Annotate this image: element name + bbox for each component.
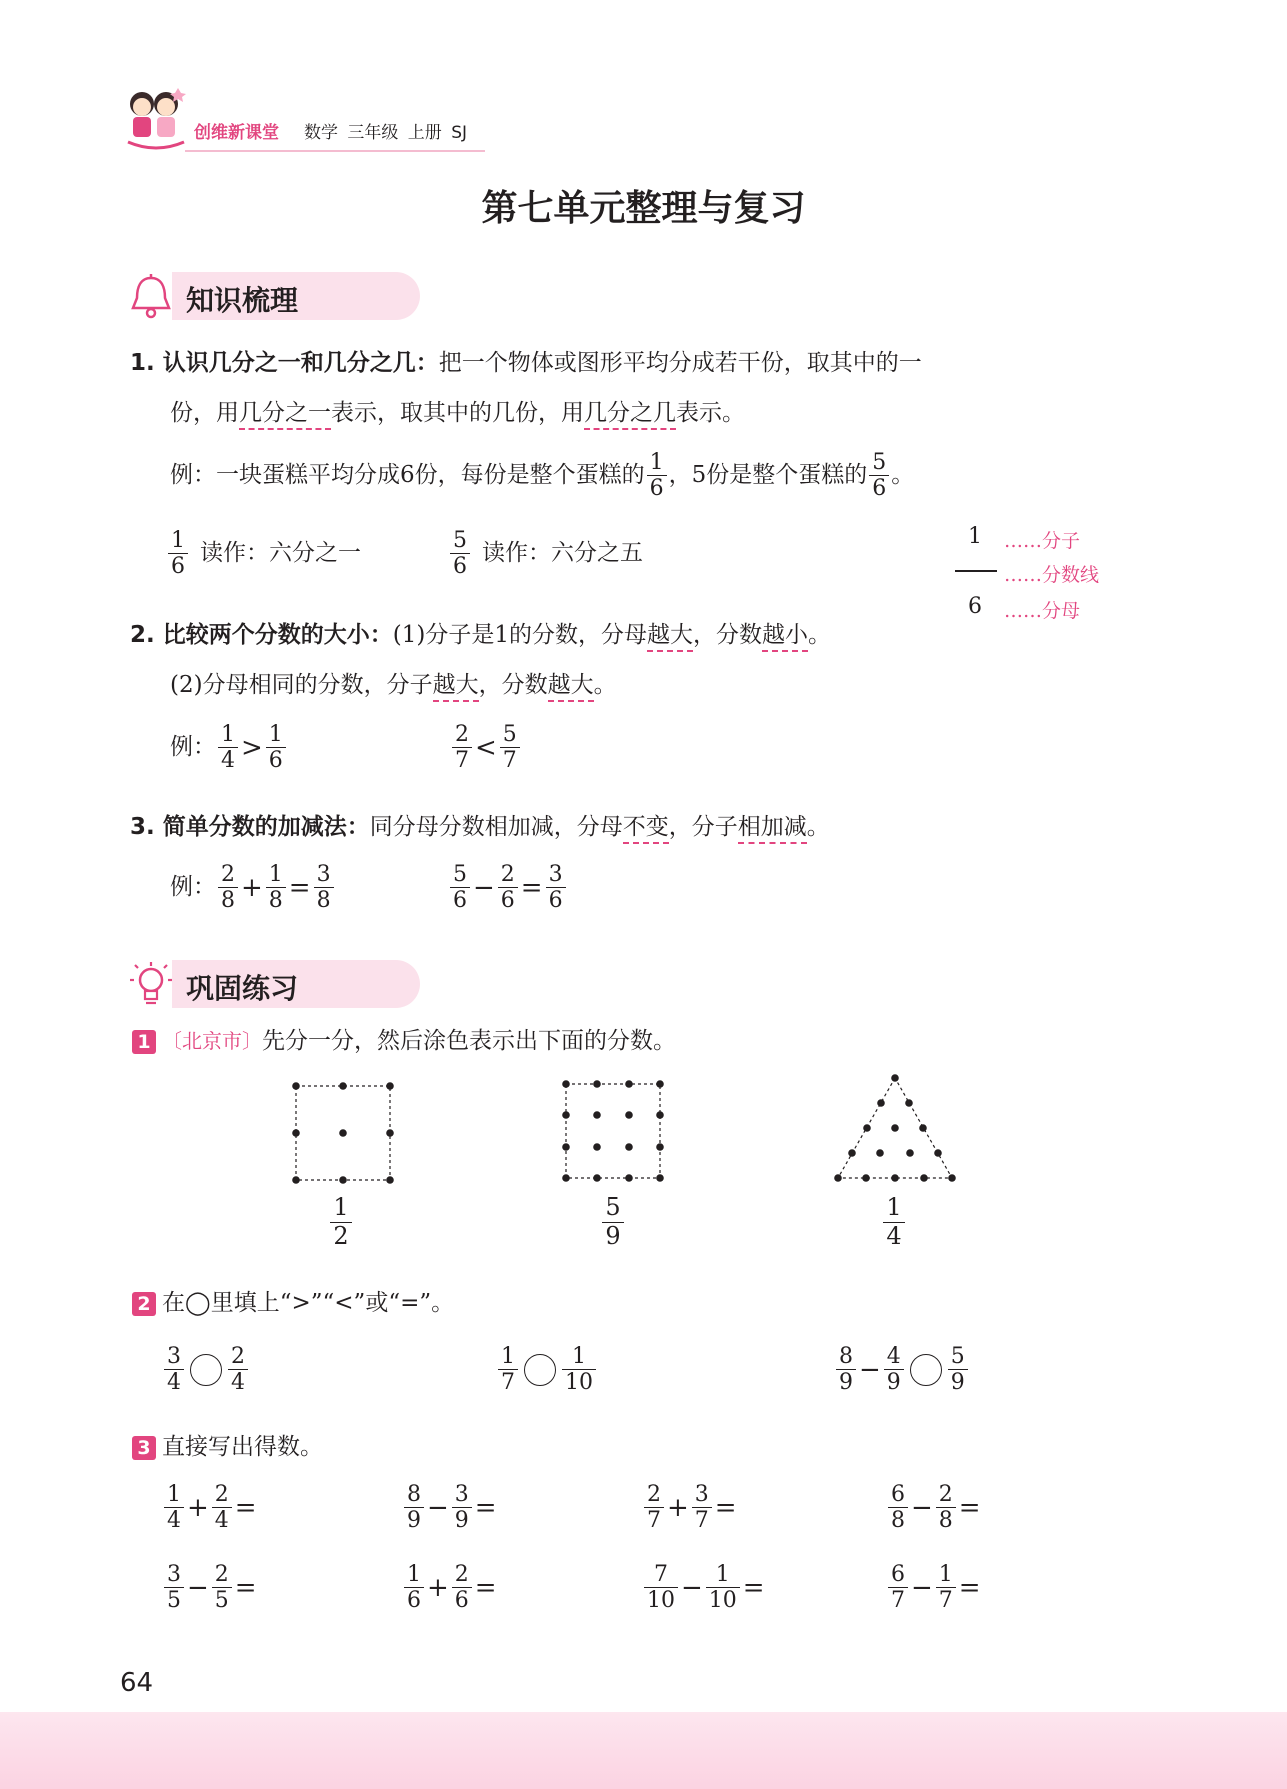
fraction: [218, 722, 238, 774]
example-label: 例：: [170, 874, 216, 901]
fraction: [498, 862, 518, 914]
fraction: [228, 1344, 248, 1396]
question-text: 直接写出得数。: [162, 1434, 323, 1460]
denominator: 10: [706, 1587, 740, 1613]
numerator: 5: [453, 862, 467, 887]
numerator: 2: [214, 1562, 229, 1587]
denominator: 8: [218, 887, 238, 913]
operator: −: [473, 872, 495, 903]
fraction: [452, 1562, 472, 1614]
example-1: [170, 450, 914, 502]
denominator: 6: [647, 475, 667, 501]
q3-item-8: [886, 1562, 982, 1614]
q2-item-3: [834, 1344, 970, 1396]
numerator: 3: [167, 1344, 181, 1369]
denominator: 6: [452, 1587, 472, 1613]
parts-num: 1: [968, 524, 982, 549]
numerator: 8: [407, 1482, 421, 1507]
point-1-line-2: [170, 402, 745, 425]
q3-item-7: [642, 1562, 766, 1614]
fraction: [404, 1482, 424, 1534]
fraction: [500, 722, 520, 774]
text-seg: ，分子: [668, 814, 738, 840]
text-seg: 同分母分数相加减，分母: [369, 814, 623, 840]
numerator: 1: [715, 1562, 730, 1587]
numerator: 2: [221, 862, 235, 887]
operator: +: [427, 1572, 449, 1603]
fraction: [883, 1194, 904, 1250]
mascot-logo: [120, 84, 192, 156]
example-label: 例：: [170, 734, 216, 761]
region-tag: 〔北京市〕: [162, 1029, 262, 1053]
denominator: 7: [500, 747, 520, 773]
equals-sign: =: [520, 872, 543, 903]
numerator: 1: [649, 450, 664, 475]
fraction: [164, 1562, 184, 1614]
denominator: 8: [936, 1507, 956, 1533]
numerator: 1: [167, 1482, 181, 1507]
numerator: 1: [886, 1193, 902, 1221]
operator: −: [427, 1492, 449, 1523]
fraction: [948, 1344, 968, 1396]
fraction: [706, 1562, 740, 1614]
underlined-term: 越大: [433, 672, 479, 702]
numerator: 3: [167, 1562, 181, 1587]
question-3: [132, 1436, 323, 1460]
underlined-term: 几分之几: [584, 400, 676, 430]
fraction: [644, 1562, 678, 1614]
fraction: [602, 1194, 623, 1250]
point-2-heading: 2. 比较两个分数的大小：: [130, 622, 393, 648]
numerator: 3: [316, 862, 331, 887]
fraction: [647, 450, 667, 502]
numerator: 6: [891, 1482, 905, 1507]
q3-item-6: [402, 1562, 498, 1614]
compare-sign: <: [475, 732, 497, 763]
numerator: 6: [891, 1562, 905, 1587]
question-2: [132, 1292, 454, 1316]
q1-fraction-1: [326, 1194, 356, 1250]
numerator: 5: [950, 1344, 965, 1369]
example-3a: [170, 862, 336, 914]
read-example-2: [448, 528, 643, 580]
denominator: 6: [404, 1587, 424, 1613]
underlined-term: 几分之一: [239, 400, 331, 430]
page-title: 第七单元整理与复习: [481, 188, 806, 229]
numerator: 8: [839, 1344, 853, 1369]
denominator: 6: [546, 887, 566, 913]
parts-bar: [955, 570, 997, 572]
denominator: 7: [452, 747, 472, 773]
equals-sign: =: [958, 1572, 981, 1603]
answer-circle[interactable]: [524, 1354, 556, 1386]
q3-item-4: [886, 1482, 982, 1534]
example-1-text-a: 例：一块蛋糕平均分成6份，每份是整个蛋糕的: [170, 462, 645, 489]
denominator: 4: [164, 1507, 184, 1533]
text-seg: 。: [807, 622, 831, 648]
question-number: 1: [132, 1030, 156, 1054]
section-knowledge-title: 知识梳理: [186, 284, 299, 317]
point-1-text: 把一个物体或图形平均分成若干份，取其中的一: [438, 350, 922, 376]
numerator: 5: [502, 722, 517, 747]
q3-item-3: [642, 1482, 738, 1534]
numerator: 3: [454, 1482, 469, 1507]
example-1-text-c: 。: [891, 462, 915, 489]
text-seg: ，分数: [478, 672, 548, 698]
point-1-line-1: [130, 352, 922, 375]
example-3b: [448, 862, 568, 914]
answer-circle[interactable]: [910, 1354, 942, 1386]
section-practice-header: [128, 960, 428, 1008]
denominator: 10: [562, 1369, 596, 1395]
fraction: [836, 1344, 856, 1396]
example-2a: [170, 722, 288, 774]
operator: −: [911, 1492, 933, 1523]
square-dot-grid-3x3: [280, 1070, 400, 1190]
denominator: 4: [164, 1369, 184, 1395]
q3-item-5: [162, 1562, 258, 1614]
text-seg: 表示。: [676, 400, 745, 426]
underlined-term: 越大: [548, 672, 594, 702]
text-seg: 表示，取其中的几份，用: [331, 400, 584, 426]
denominator: 9: [452, 1507, 472, 1533]
denominator: 6: [450, 553, 470, 579]
fraction: [164, 1482, 184, 1534]
fraction: [450, 862, 470, 914]
denominator: 6: [869, 475, 889, 501]
fraction: [450, 528, 470, 580]
numerator: 1: [268, 862, 283, 887]
question-number: 3: [132, 1436, 156, 1460]
denominator: 4: [883, 1222, 904, 1251]
numerator: 7: [654, 1562, 668, 1587]
fraction: [562, 1344, 596, 1396]
denominator: 9: [884, 1369, 904, 1395]
denominator: 7: [888, 1587, 908, 1613]
denominator: 4: [212, 1507, 232, 1533]
fraction: [884, 1344, 904, 1396]
footer-band: [0, 1712, 1287, 1789]
fraction: [936, 1562, 956, 1614]
operator: −: [911, 1572, 933, 1603]
fraction: [888, 1482, 908, 1534]
underlined-term: 越小: [762, 622, 808, 652]
text-seg: 。: [806, 814, 830, 840]
section-knowledge-header: [128, 272, 428, 320]
numerator: 2: [938, 1482, 953, 1507]
lightbulb-icon: [128, 960, 174, 1008]
denominator: 9: [948, 1369, 968, 1395]
read-text: 读作：六分之五: [482, 540, 643, 567]
numerator: 5: [872, 450, 887, 475]
underlined-term: 越大: [647, 622, 693, 652]
numerator: 3: [694, 1482, 709, 1507]
numerator: 2: [455, 722, 469, 747]
fraction: [888, 1562, 908, 1614]
fraction: [404, 1562, 424, 1614]
operator: +: [667, 1492, 689, 1523]
denominator: 6: [266, 747, 286, 773]
equals-sign: =: [958, 1492, 981, 1523]
numerator: 2: [500, 862, 515, 887]
fraction: [314, 862, 334, 914]
section-practice-title: 巩固练习: [186, 972, 299, 1005]
numerator: 1: [501, 1344, 515, 1369]
question-1: [132, 1030, 676, 1054]
numerator: 2: [647, 1482, 661, 1507]
denominator: 7: [644, 1507, 664, 1533]
text-seg: 份，用: [170, 400, 239, 426]
label-numerator: ……分子: [1004, 530, 1081, 552]
fraction: [644, 1482, 664, 1534]
numerator: 2: [214, 1482, 229, 1507]
text-seg: (2)分母相同的分数，分子: [170, 672, 433, 698]
denominator: 8: [266, 887, 286, 913]
numerator: 1: [171, 528, 185, 553]
operator: +: [187, 1492, 209, 1523]
fraction: [218, 862, 238, 914]
label-fraction-bar: ……分数线: [1004, 564, 1100, 586]
denominator: 9: [404, 1507, 424, 1533]
numerator: 3: [548, 862, 563, 887]
fraction: [452, 722, 472, 774]
fraction: [546, 862, 566, 914]
equals-sign: =: [234, 1572, 257, 1603]
fraction: [692, 1482, 712, 1534]
numerator: 5: [605, 1193, 621, 1221]
numerator: 1: [407, 1562, 421, 1587]
denominator: 6: [168, 553, 188, 579]
denominator: 9: [836, 1369, 856, 1395]
equals-sign: =: [742, 1572, 765, 1603]
q1-fraction-3: [879, 1194, 909, 1250]
fraction: [168, 528, 188, 580]
denominator: 4: [218, 747, 238, 773]
numerator: 1: [221, 722, 235, 747]
text-seg: ，分数: [692, 622, 762, 648]
fraction: [452, 1482, 472, 1534]
label-denominator: ……分母: [1004, 600, 1081, 622]
denominator: 7: [498, 1369, 518, 1395]
equals-sign: =: [288, 872, 311, 903]
operator: +: [241, 872, 263, 903]
triangle-dot-grid: [830, 1070, 960, 1190]
numerator: 1: [333, 1193, 349, 1221]
fraction: [869, 450, 889, 502]
question-text: 在◯里填上“>”“<”或“=”。: [162, 1290, 455, 1316]
fraction: [212, 1482, 232, 1534]
answer-circle[interactable]: [190, 1354, 222, 1386]
read-text: 读作：六分之一: [200, 540, 361, 567]
operator: −: [859, 1354, 881, 1385]
denominator: 5: [212, 1587, 232, 1613]
point-2-line-2: [170, 674, 617, 697]
denominator: 6: [450, 887, 470, 913]
q2-item-1: [162, 1344, 250, 1396]
equals-sign: =: [714, 1492, 737, 1523]
point-1-heading: 1. 认识几分之一和几分之几：: [130, 350, 439, 376]
numerator: 5: [453, 528, 467, 553]
read-example-1: [166, 528, 361, 580]
underlined-term: 相加减: [738, 814, 807, 844]
point-2-line-1: [130, 624, 831, 647]
square-dot-grid-4x4: [552, 1070, 672, 1190]
q3-item-2: [402, 1482, 498, 1534]
example-2b: [450, 722, 522, 774]
point-3-heading: 3. 简单分数的加减法：: [130, 814, 370, 840]
q3-item-1: [162, 1482, 258, 1534]
fraction: [266, 862, 286, 914]
example-1-text-b: ，5份是整个蛋糕的: [668, 462, 868, 489]
fraction: [266, 722, 286, 774]
book-info: 数学 三年级 上册 SJ: [304, 123, 468, 143]
denominator: 8: [314, 887, 334, 913]
brand-name: 创维新课堂: [194, 123, 279, 143]
numerator: 1: [572, 1344, 586, 1369]
fraction: [936, 1482, 956, 1534]
bell-icon: [128, 272, 174, 320]
denominator: 4: [228, 1369, 248, 1395]
denominator: 6: [498, 887, 518, 913]
operator: −: [681, 1572, 703, 1603]
denominator: 9: [602, 1222, 623, 1251]
q2-item-2: [496, 1344, 598, 1396]
page-number: 64: [120, 1668, 154, 1698]
denominator: 7: [936, 1587, 956, 1613]
numerator: 1: [938, 1562, 953, 1587]
point-3-line-1: [130, 816, 830, 839]
q1-fraction-2: [598, 1194, 628, 1250]
denominator: 10: [644, 1587, 678, 1613]
numerator: 4: [886, 1344, 901, 1369]
numerator: 1: [268, 722, 283, 747]
header-divider: [185, 150, 485, 152]
text-seg: 。: [593, 672, 617, 698]
operator: −: [187, 1572, 209, 1603]
denominator: 2: [330, 1222, 351, 1251]
fraction: [330, 1194, 351, 1250]
denominator: 5: [164, 1587, 184, 1613]
denominator: 8: [888, 1507, 908, 1533]
equals-sign: =: [474, 1572, 497, 1603]
fraction: [498, 1344, 518, 1396]
equals-sign: =: [474, 1492, 497, 1523]
fraction: [212, 1562, 232, 1614]
text-seg: (1)分子是1的分数，分母: [392, 622, 647, 648]
fraction: [164, 1344, 184, 1396]
equals-sign: =: [234, 1492, 257, 1523]
question-number: 2: [132, 1292, 156, 1316]
numerator: 2: [231, 1344, 245, 1369]
denominator: 7: [692, 1507, 712, 1533]
question-text: 先分一分，然后涂色表示出下面的分数。: [262, 1028, 676, 1054]
parts-den: 6: [968, 594, 982, 619]
underlined-term: 不变: [623, 814, 669, 844]
numerator: 2: [454, 1562, 469, 1587]
compare-sign: >: [241, 732, 263, 763]
